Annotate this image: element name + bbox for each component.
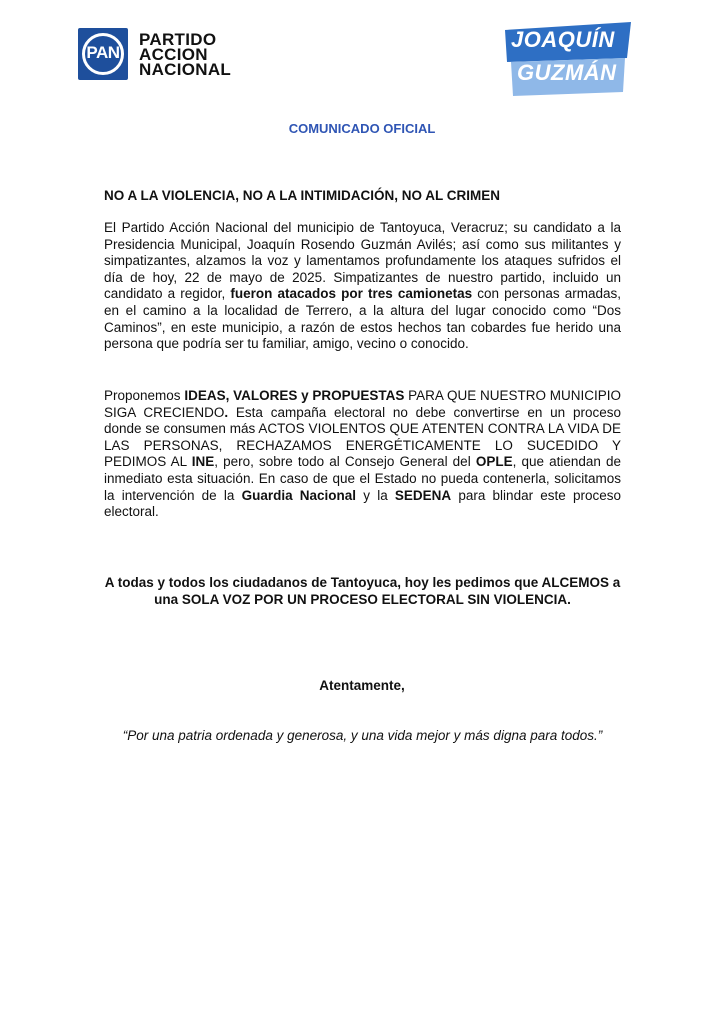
pan-name-line: ACCION	[139, 44, 208, 64]
paragraph-2-bold: .	[224, 404, 229, 420]
candidate-logo-first-name: JOAQUÍN	[511, 27, 615, 52]
paragraph-2-bold: INE	[191, 454, 215, 470]
paragraph-2-text: y la	[356, 487, 395, 503]
paragraph-2	[104, 388, 621, 521]
regards: Atentamente,	[319, 678, 405, 693]
paragraph-2-text: Proponemos	[104, 388, 185, 403]
paragraph-2-text: PARA QUE NUESTRO MUNICIPIO SIGA CRECIENDO	[104, 388, 621, 420]
candidate-logo-last-name: GUZMÁN	[517, 60, 617, 85]
paragraph-2-bold: OPLE	[475, 454, 513, 470]
paragraph-1-text: con personas armadas, en el camino a la localidad de Terrero, a la altura del lugar conocido como “Dos Caminos”, en este municipio, a razón de estos hechos tan cobardes fue herido una persona que podría ser tu familiar, amigo, vecino o conocido.	[104, 286, 621, 352]
motto-quote: “Por una patria ordenada y generosa, y una vida mejor y más digna para todos.”	[122, 728, 603, 743]
paragraph-1	[104, 220, 621, 353]
pan-name-line: PARTIDO	[139, 29, 217, 49]
candidate-logo	[503, 22, 633, 96]
paragraph-2-bold: Guardia Nacional	[241, 487, 357, 503]
pan-name-line: NACIONAL	[139, 59, 232, 79]
paragraph-2-bold: IDEAS, VALORES y PROPUESTAS	[184, 388, 405, 403]
paragraph-2-bold: SEDENA	[394, 487, 452, 503]
paragraph-2-text: Esta campaña electoral no debe convertirse en un proceso donde se consumen más ACTOS VIOLENTOS QUE ATENTEN CONTRA LA VIDA DE LAS PERSONAS, RECHAZAMOS ENERGÉTICAMENTE LO SUCEDIDO Y PEDIMOS AL	[104, 404, 621, 470]
pan-party-name	[139, 29, 232, 79]
paragraph-1-text: El Partido Acción Nacional del municipio de Tantoyuca, Veracruz; su candidato a la Presidencia Municipal, Joaquín Rosendo Guzmán Avilés; así como sus militantes y simpatizantes, alzamos la voz y lamentamos profundamente los ataques sufridos el día de hoy, 22 de mayo de 2025. Simpatizantes de nuestro partido, incluido un candidato a regidor,	[104, 220, 621, 302]
paragraph-2-text: , pero, sobre todo al Consejo General del	[214, 454, 476, 470]
paragraph-1-bold: fueron atacados por tres camionetas	[230, 286, 473, 302]
paragraph-2-text: , que atiendan de inmediato esta situación. En caso de que el Estado no pueda contenerla, solicitamos la intervención de la	[104, 454, 622, 503]
closing-statement: A todas y todos los ciudadanos de Tantoyuca, hoy les pedimos que ALCEMOS a una SOLA VOZ POR UN PROCESO ELECTORAL SIN VIOLENCIA.	[104, 575, 621, 607]
pan-emblem-text: PAN	[86, 43, 120, 62]
pan-emblem-icon	[78, 28, 128, 80]
paragraph-2-text: para blindar este proceso electoral.	[104, 487, 621, 520]
pan-logo	[78, 28, 231, 80]
document-title: NO A LA VIOLENCIA, NO A LA INTIMIDACIÓN, NO AL CRIMEN	[104, 188, 500, 203]
document-heading: COMUNICADO OFICIAL	[288, 121, 436, 136]
